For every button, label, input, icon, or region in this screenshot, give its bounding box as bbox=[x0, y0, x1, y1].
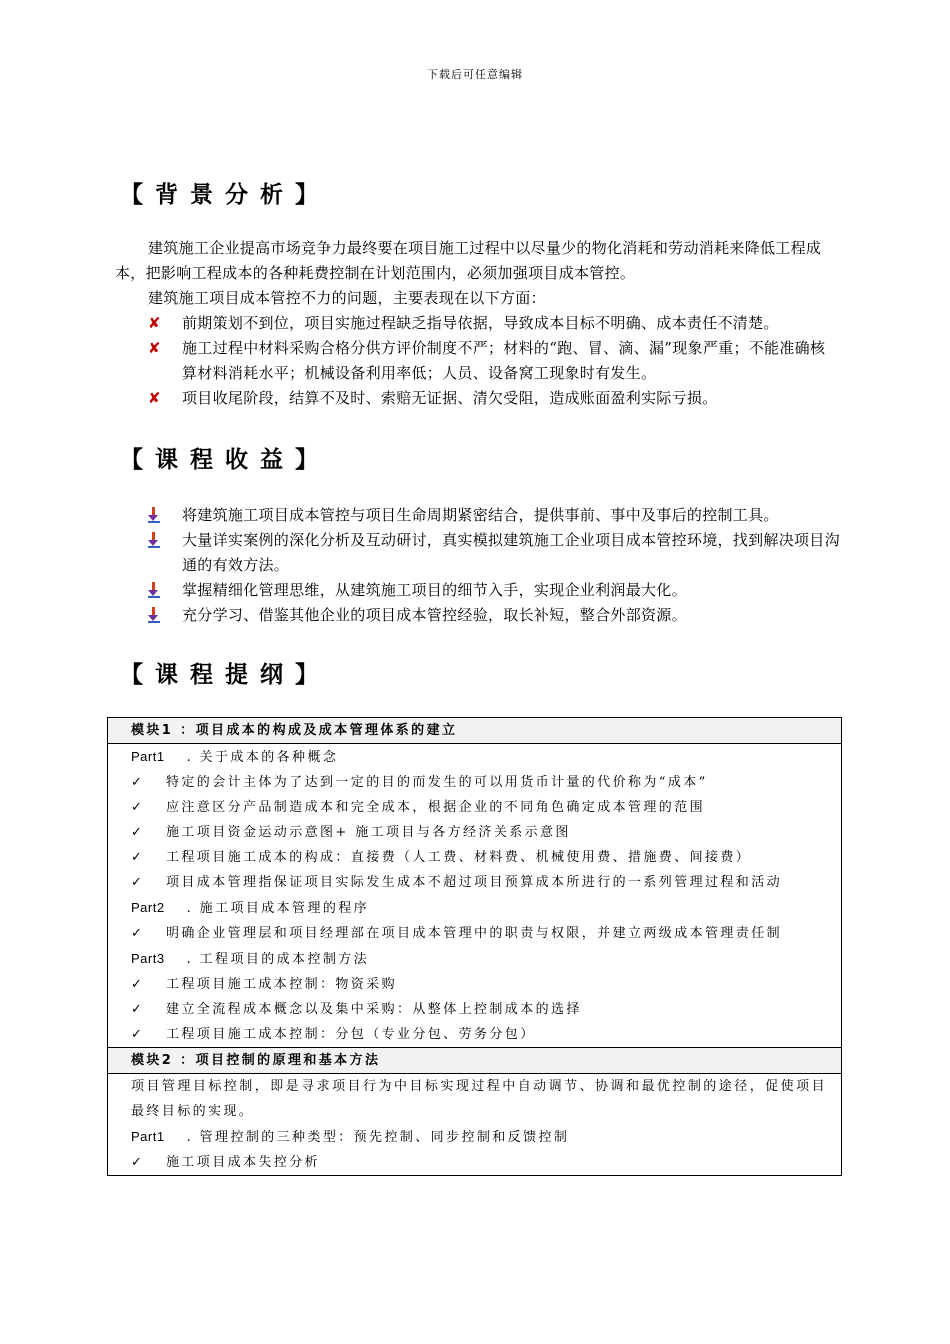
outline-item bbox=[108, 845, 841, 870]
issue-item bbox=[148, 311, 840, 336]
outline-item-text: 工程项目施工成本控制：分包（专业分包、劳务分包） bbox=[166, 1027, 536, 1042]
outline-item-text: 工程项目施工成本控制：物资采购 bbox=[166, 977, 398, 992]
outline-item bbox=[108, 1150, 841, 1175]
outline-item bbox=[108, 972, 841, 997]
benefit-item bbox=[148, 503, 840, 528]
check-icon: ✓ bbox=[131, 875, 145, 890]
outline-item-text: 施工项目成本失控分析 bbox=[166, 1155, 321, 1170]
benefit-item bbox=[148, 578, 840, 603]
check-icon: ✓ bbox=[131, 775, 145, 790]
module-1-title: 模块1 ：项目成本的构成及成本管理体系的建立 bbox=[108, 718, 841, 744]
module-2-intro: 项目管理目标控制，即是寻求项目行为中目标实现过程中自动调节、协调和最优控制的途径，促使项目最终目标的实现。 bbox=[131, 1079, 827, 1119]
outline-item bbox=[108, 795, 841, 820]
outline-item bbox=[108, 921, 841, 946]
outline-item-text: 项目成本管理指保证项目实际发生成本不超过项目预算成本所进行的一系列管理过程和活动 bbox=[166, 875, 783, 890]
page-header-note: 下载后可任意编辑 bbox=[427, 68, 523, 81]
benefit-text: 充分学习、借鉴其他企业的项目成本管控经验，取长补短，整合外部资源。 bbox=[182, 606, 687, 624]
benefit-text: 掌握精细化管理思维，从建筑施工项目的细节入手，实现企业利润最大化。 bbox=[182, 581, 687, 599]
x-mark-icon: ✘ bbox=[148, 389, 161, 407]
background-heading: 【背景分析】 bbox=[120, 182, 330, 208]
part-title: . 管理控制的三种类型：预先控制、同步控制和反馈控制 bbox=[186, 1130, 570, 1145]
issue-text: 前期策划不到位，项目实施过程缺乏指导依据，导致成本目标不明确、成本责任不清楚。 bbox=[182, 314, 779, 332]
module-2-title: 模块2 ：项目控制的原理和基本方法 bbox=[108, 1047, 841, 1074]
benefit-text: 将建筑施工项目成本管控与项目生命周期紧密结合，提供事前、事中及事后的控制工具。 bbox=[182, 506, 779, 524]
part-label: Part1 bbox=[131, 1129, 165, 1144]
part-label: Part2 bbox=[131, 900, 165, 915]
part-title: . 关于成本的各种概念 bbox=[186, 750, 339, 765]
outline-item-text: 施工项目资金运动示意图+ 施工项目与各方经济关系示意图 bbox=[166, 825, 571, 840]
outline-item bbox=[108, 870, 841, 895]
check-icon: ✓ bbox=[131, 1002, 145, 1017]
down-arrow-icon bbox=[148, 528, 168, 553]
outline-item bbox=[108, 1022, 841, 1047]
part-title: . 施工项目成本管理的程序 bbox=[186, 901, 370, 916]
down-arrow-icon bbox=[148, 578, 168, 603]
module-2-part-1 bbox=[108, 1124, 841, 1150]
check-icon: ✓ bbox=[131, 926, 145, 941]
x-mark-icon: ✘ bbox=[148, 314, 161, 332]
check-icon: ✓ bbox=[131, 1027, 145, 1042]
module-1-part-3 bbox=[108, 946, 841, 972]
outline-item-text: 工程项目施工成本的构成：直接费（人工费、材料费、机械使用费、措施费、间接费） bbox=[166, 850, 752, 865]
part-label: Part1 bbox=[131, 749, 165, 764]
check-icon: ✓ bbox=[131, 1155, 145, 1170]
check-icon: ✓ bbox=[131, 825, 145, 840]
module-1-part-1 bbox=[108, 744, 841, 770]
part-label: Part3 bbox=[131, 951, 165, 966]
outline-item-text: 特定的会计主体为了达到一定的目的而发生的可以用货币计量的代价称为“成本” bbox=[166, 775, 708, 790]
outline-item-text: 建立全流程成本概念以及集中采购：从整体上控制成本的选择 bbox=[166, 1002, 582, 1017]
check-icon: ✓ bbox=[131, 977, 145, 992]
outline-item bbox=[108, 820, 841, 845]
outline-heading: 【课程提纲】 bbox=[120, 662, 330, 688]
issue-text: 施工过程中材料采购合格分供方评价制度不严；材料的“跑、冒、滴、漏”现象严重；不能准确核算材料消耗水平；机械设备利用率低；人员、设备窝工现象时有发生。 bbox=[182, 339, 826, 382]
outline-item bbox=[108, 770, 841, 795]
check-icon: ✓ bbox=[131, 850, 145, 865]
module-1-part-2 bbox=[108, 895, 841, 921]
outline-item-text: 应注意区分产品制造成本和完全成本，根据企业的不同角色确定成本管理的范围 bbox=[166, 800, 706, 815]
outline-item bbox=[108, 997, 841, 1022]
part-title: . 工程项目的成本控制方法 bbox=[186, 952, 370, 967]
issue-item bbox=[148, 386, 840, 411]
outline-table bbox=[107, 717, 842, 1176]
benefits-heading: 【课程收益】 bbox=[120, 447, 330, 473]
benefit-text: 大量详实案例的深化分析及互动研讨，真实模拟建筑施工企业项目成本管控环境，找到解决项目沟通的有效方法。 bbox=[182, 531, 840, 574]
background-intro: 建筑施工项目成本管控不力的问题，主要表现在以下方面： bbox=[148, 289, 546, 307]
issue-item bbox=[148, 336, 840, 386]
issue-text: 项目收尾阶段，结算不及时、索赔无证据、清欠受阻，造成账面盈利实际亏损。 bbox=[182, 389, 718, 407]
outline-item-text: 明确企业管理层和项目经理部在项目成本管理中的职责与权限，并建立两级成本管理责任制 bbox=[166, 926, 783, 941]
down-arrow-icon bbox=[148, 603, 168, 628]
check-icon: ✓ bbox=[131, 800, 145, 815]
down-arrow-icon bbox=[148, 503, 168, 528]
benefit-item bbox=[148, 603, 840, 628]
background-paragraph: 建筑施工企业提高市场竞争力最终要在项目施工过程中以尽量少的物化消耗和劳动消耗来降低工程成本，把影响工程成本的各种耗费控制在计划范围内，必须加强项目成本管控。 bbox=[115, 239, 822, 282]
x-mark-icon: ✘ bbox=[148, 339, 161, 357]
benefit-item bbox=[148, 528, 840, 578]
